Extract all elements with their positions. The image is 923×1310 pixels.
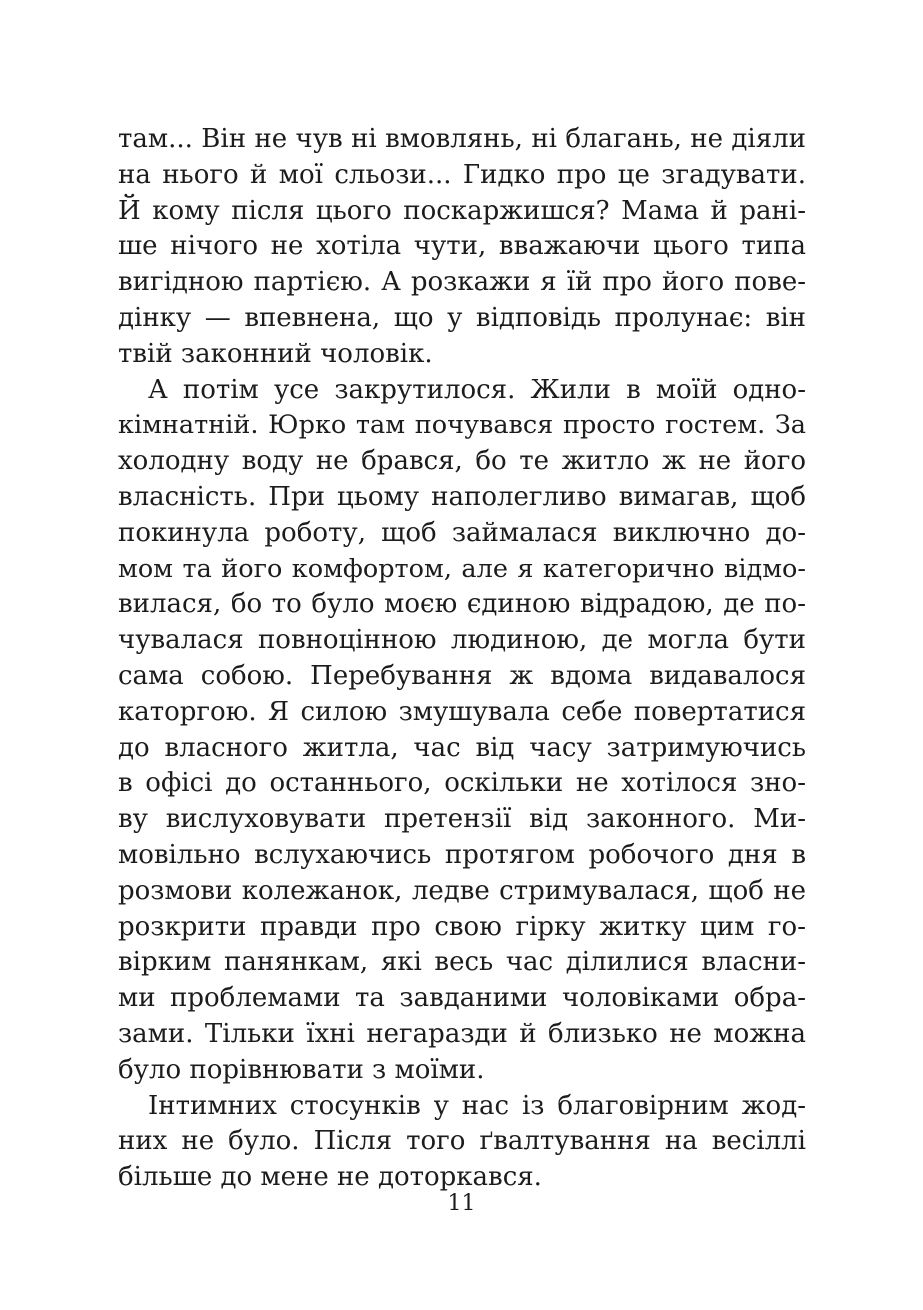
text-line: каторгою. Я силою змушувала себе повертатися bbox=[118, 696, 806, 727]
text-line: мом та його комфортом, але я категорично відмо- bbox=[118, 553, 806, 584]
text-line: було порівнювати з моїми. bbox=[118, 1054, 485, 1085]
text-line: зами. Тільки їхні негаразди й близько не можна bbox=[118, 1018, 806, 1049]
text-line: Й кому після цього поскаржишся? Мама й рані- bbox=[118, 195, 806, 226]
paragraph bbox=[118, 373, 806, 1089]
text-line: розкрити правди про свою гірку житку цим го- bbox=[118, 911, 806, 942]
text-line: вилася, бо то було моєю єдиною відрадою, де по- bbox=[118, 589, 806, 620]
text-line: чувалася повноцінною людиною, де могла бути bbox=[118, 625, 806, 656]
text-line: на нього й мої сльози... Гидко про це згадувати. bbox=[118, 159, 806, 190]
text-line: мовільно вслухаючись протягом робочого дня в bbox=[118, 839, 806, 870]
paragraph bbox=[118, 1089, 806, 1196]
text-line: більше до мене не доторкався. bbox=[118, 1162, 542, 1193]
text-line: ше нічого не хотіла чути, вважаючи цього типа bbox=[118, 231, 806, 262]
text-line: дінку — впевнена, що у відповідь пролунає: він bbox=[118, 302, 806, 333]
text-line: покинула роботу, щоб займалася виключно до- bbox=[118, 517, 806, 548]
text-line: кімнатній. Юрко там почувався просто гостем. За bbox=[118, 410, 806, 441]
page-body-text bbox=[118, 122, 806, 1196]
page-number: 11 bbox=[447, 1191, 476, 1216]
text-line: них не було. Після того ґвалтування на весіллі bbox=[118, 1126, 806, 1157]
text-line: в офісі до останнього, оскільки не хотілося зно- bbox=[118, 768, 806, 799]
paragraph bbox=[118, 122, 806, 373]
text-line: холодну воду не брався, бо те житло ж не його bbox=[118, 446, 806, 477]
text-line: там... Він не чув ні вмовлянь, ні благань, не діяли bbox=[118, 124, 806, 154]
text-line: Інтимних стосунків у нас із благовірним жод- bbox=[148, 1090, 806, 1121]
text-line: сама собою. Перебування ж вдома видавалося bbox=[118, 660, 806, 691]
text-line: А потім усе закрутилося. Жили в моїй одно- bbox=[148, 374, 806, 405]
text-line: вигідною партією. А розкажи я їй про його пове- bbox=[118, 267, 806, 298]
text-line: власність. При цьому наполегливо вимагав, щоб bbox=[118, 481, 806, 512]
text-line: розмови колежанок, ледве стримувалася, щоб не bbox=[118, 875, 806, 906]
text-line: ву вислуховувати претензії від законного. Ми- bbox=[118, 804, 806, 835]
text-line: ми проблемами та завданими чоловіками обра- bbox=[118, 983, 806, 1014]
text-line: до власного житла, час від часу затримуючись bbox=[118, 732, 806, 763]
text-line: вірким панянкам, які весь час ділилися власни- bbox=[118, 947, 806, 978]
text-line: твій законний чоловік. bbox=[118, 338, 433, 369]
